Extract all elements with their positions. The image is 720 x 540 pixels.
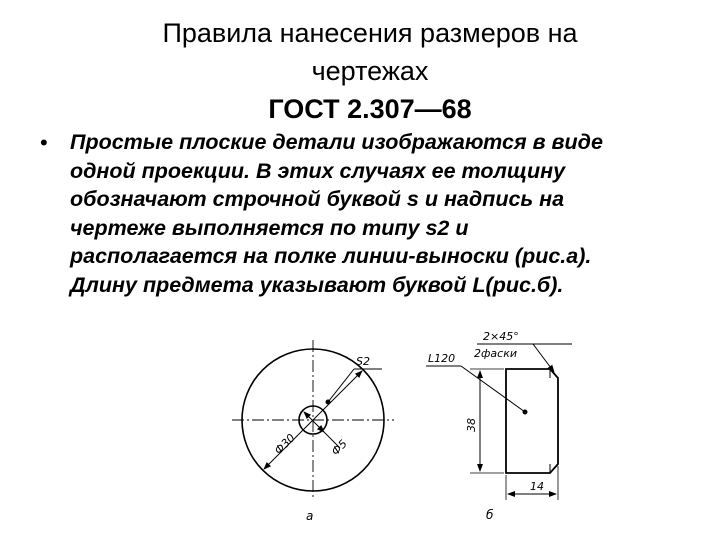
outer-diameter-label: Ф30: [271, 431, 298, 458]
figure-a-caption: а: [306, 509, 314, 523]
bullet-marker: •: [40, 130, 48, 155]
length-leader-dot: [523, 410, 528, 415]
inner-diameter-label: Ф5: [328, 437, 350, 459]
bullet-line: располагается на полке линии-выноски (рис.а).: [70, 244, 592, 268]
part-outline: [506, 369, 558, 473]
thickness-label: S2: [356, 355, 370, 368]
chamfer-label-top: 2×45°: [483, 330, 519, 343]
thickness-leader-dot: [326, 400, 331, 405]
thickness-leader-line: [328, 369, 354, 402]
bullet-line: Простые плоские детали изображаются в виде: [70, 130, 603, 154]
length-label: L120: [428, 352, 456, 365]
title-gost: ГОСТ 2.307—68: [268, 94, 472, 124]
chamfer-leader-line: [533, 344, 554, 372]
height-label: 38: [465, 418, 478, 432]
figure-b-caption: б: [486, 508, 494, 522]
title-line-1: Правила нанесения размеров на: [162, 18, 578, 48]
inner-diameter-dimension-line: [304, 412, 324, 432]
title-line-2: чертежах: [311, 56, 429, 86]
width-label: 14: [530, 480, 544, 493]
chamfer-label-bottom: 2фаски: [474, 347, 517, 360]
length-leader-line: [461, 366, 525, 412]
bullet-line: обозначают строчной буквой s и надпись на: [70, 187, 565, 211]
bullet-line: чертеже выполняется по типу s2 и: [70, 215, 469, 240]
bullet-line: Длину предмета указывают буквой L(рис.б).: [70, 272, 564, 297]
bullet-line: одной проекции. В этих случаях ее толщину: [70, 158, 566, 183]
figure-b-part: [426, 330, 572, 522]
figure-a-disc: [232, 340, 394, 523]
